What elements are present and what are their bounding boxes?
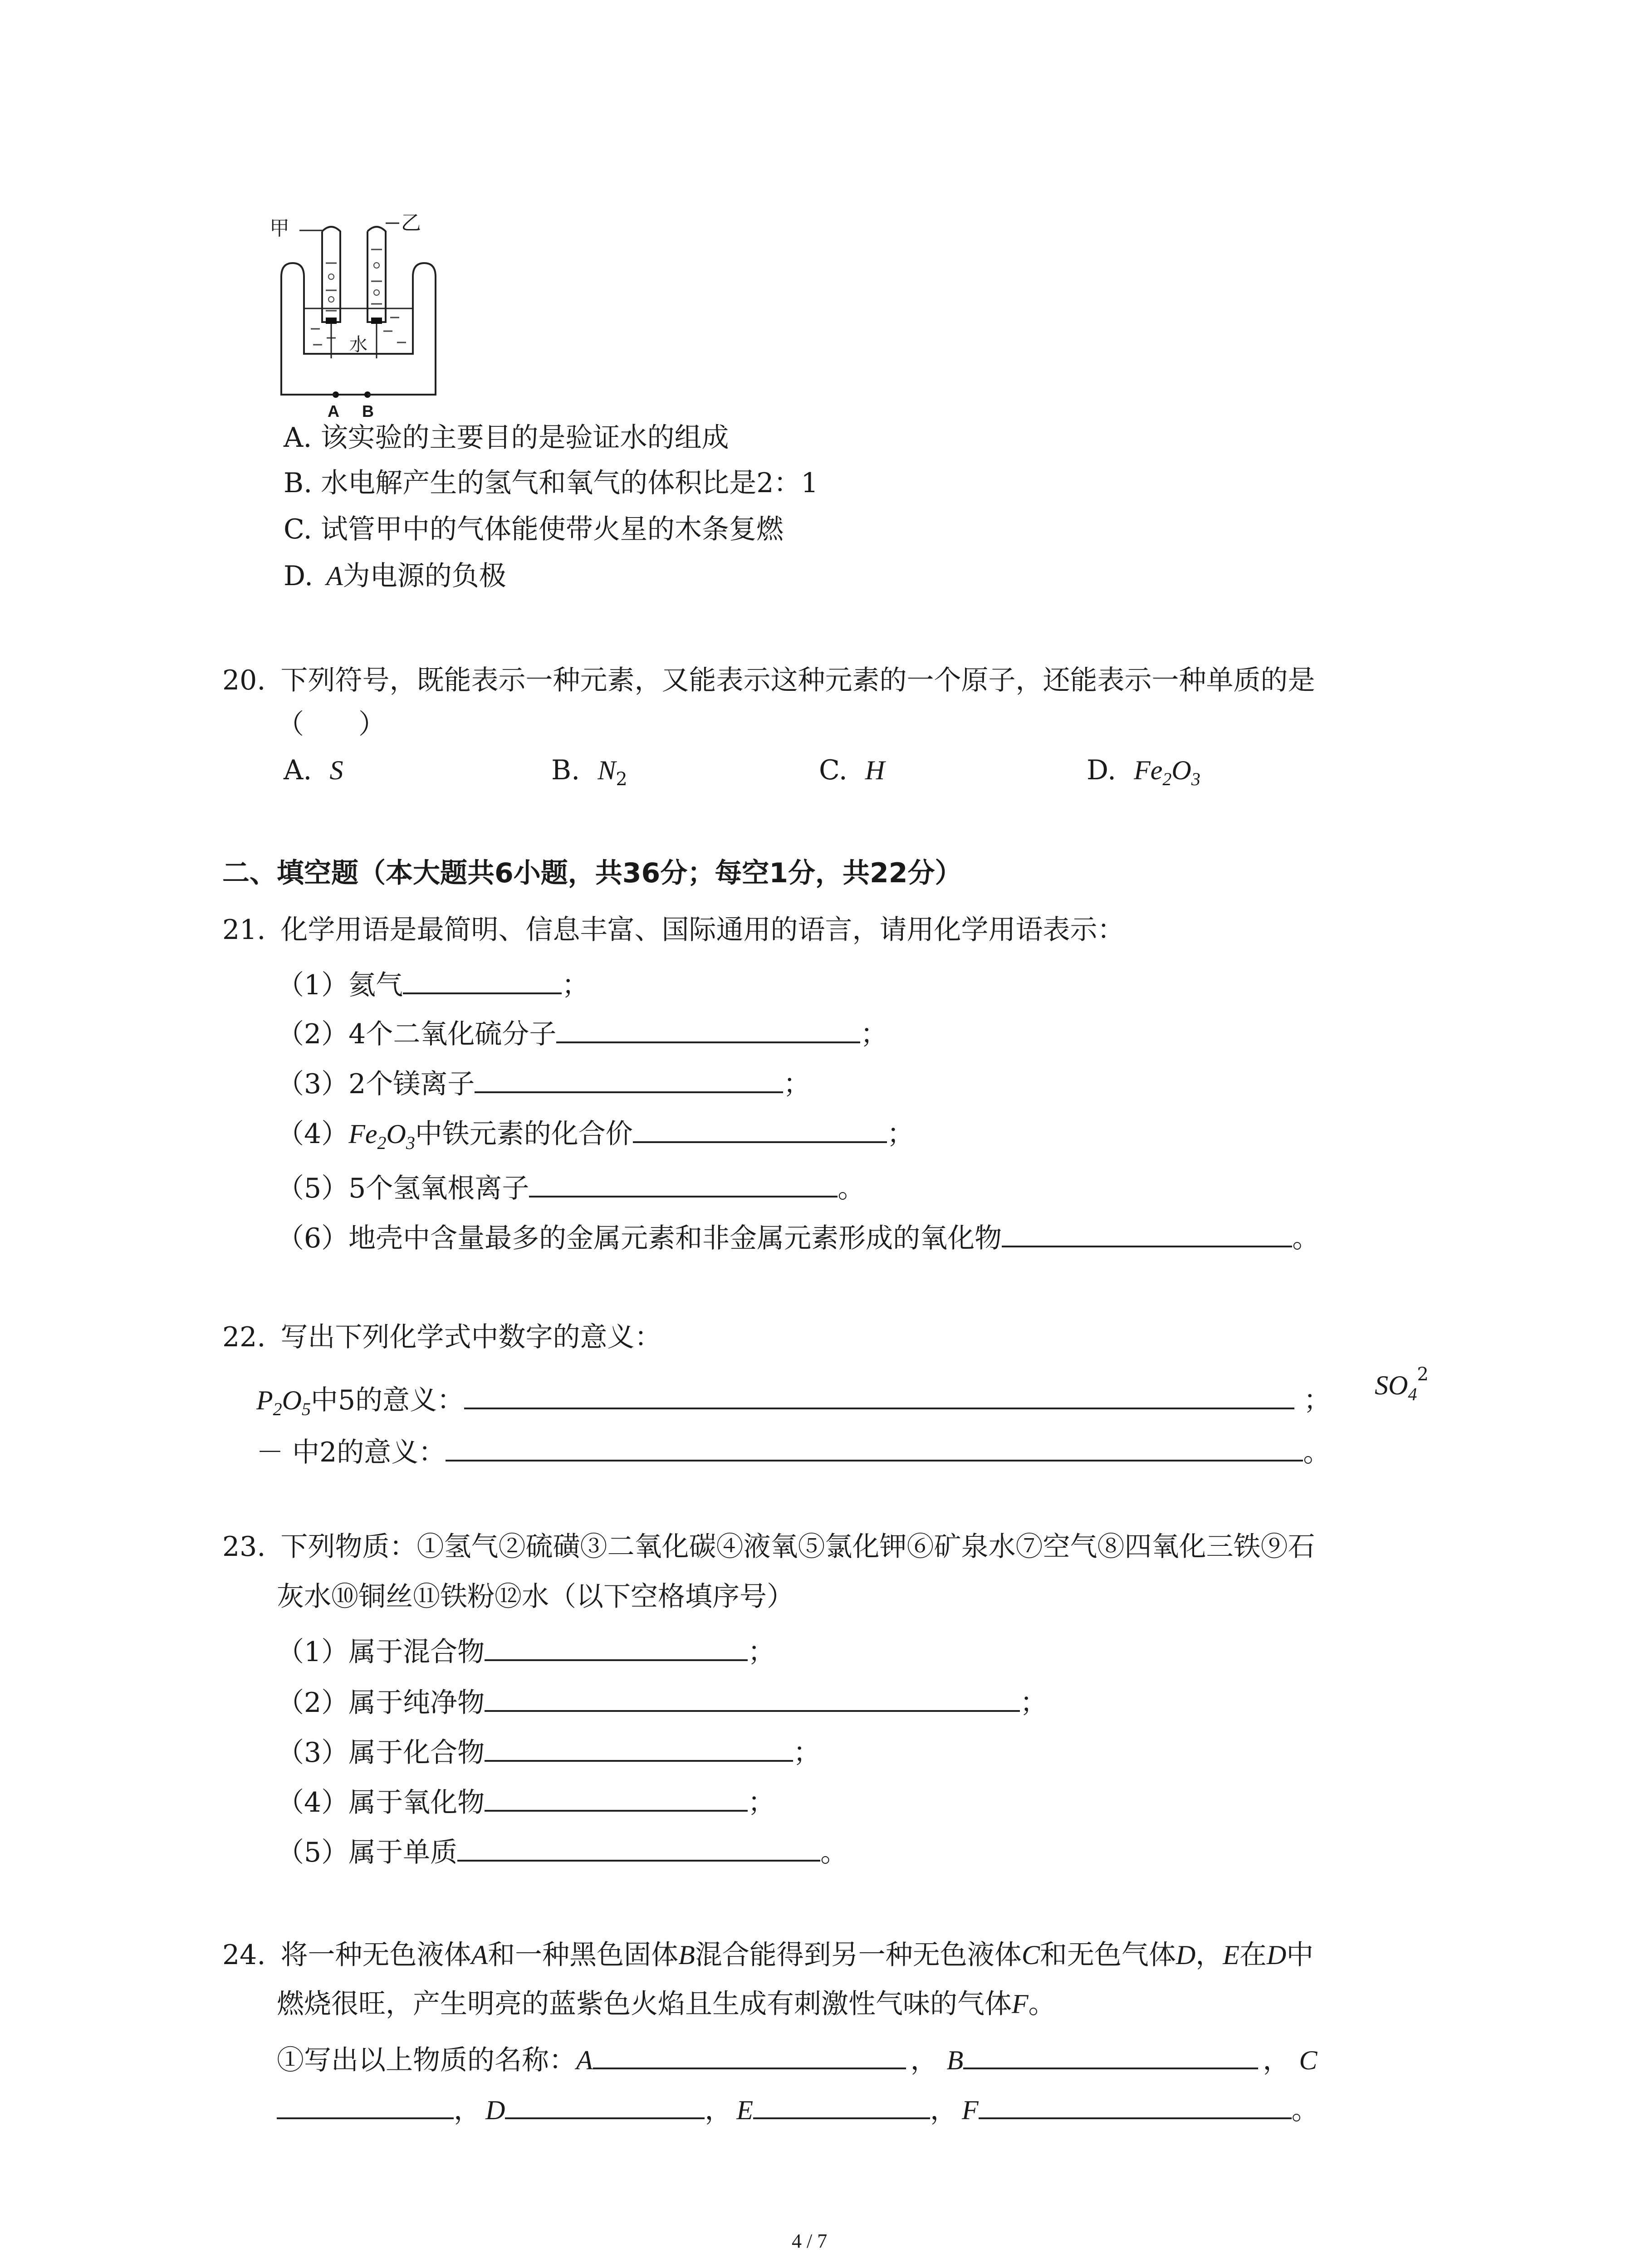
q21-stem: 21. 化学用语是最简明、信息丰富、国际通用的语言，请用化学用语表示： — [222, 914, 1125, 946]
q21-item-5: （5）5个氢氧根离子 。 — [277, 1169, 865, 1202]
q22-line-1: $P_2O_5$中5的意义： ； — [256, 1381, 1331, 1418]
question-number: 22. — [222, 1321, 266, 1353]
question-number: 24. — [222, 1939, 266, 1971]
answer-blank[interactable] — [979, 2091, 1292, 2119]
figure-label-yi: 乙 — [401, 211, 421, 235]
question-number: 23. — [222, 1531, 266, 1563]
figure-label-b: B — [362, 402, 374, 420]
section-title: 二、填空题（本大题共6小题，共36分；每空1分，共22分） — [222, 857, 962, 889]
answer-blank[interactable] — [485, 1734, 793, 1762]
q23-item-5: （5）属于单质 。 — [277, 1833, 847, 1866]
q19-option-c: C. 试管甲中的气体能使带火星的木条复燃 — [284, 513, 784, 545]
answer-blank[interactable] — [475, 1065, 783, 1093]
figure-label-a: A — [328, 402, 339, 420]
q20-option-b: B. $N_2$ — [551, 754, 627, 790]
q23-item-3: （3）属于化合物 ； — [277, 1734, 820, 1766]
q21-item-2: （2）4个二氧化硫分子 ； — [277, 1015, 887, 1048]
answer-blank[interactable] — [277, 2091, 454, 2119]
answer-blank[interactable] — [753, 2091, 930, 2119]
answer-blank[interactable] — [633, 1115, 887, 1143]
q21-item-1: （1）氦气 ； — [277, 966, 589, 999]
q20-paren: （ ） — [277, 709, 386, 740]
q21-item-3: （3）2个镁离子 ； — [277, 1065, 810, 1098]
q24-line-4: ， D ， E ， F 。 — [277, 2091, 1319, 2124]
figure-label-water: 水 — [349, 334, 367, 355]
q20-option-a: A. S — [284, 754, 343, 786]
question-number: 20. — [222, 665, 266, 696]
q20-option-d: D. $Fe_2O_3$ — [1087, 754, 1200, 789]
q19-option-a: A. 该实验的主要目的是验证水的组成 — [284, 422, 729, 454]
answer-blank[interactable] — [457, 1833, 820, 1862]
q22-line-2: － 中2的意义： 。 — [256, 1433, 1330, 1466]
q22-stem: 22. 写出下列化学式中数字的意义： — [222, 1321, 662, 1353]
q23-stem-line-2: 灰水⑩铜丝⑪铁粉⑫水（以下空格填序号） — [277, 1581, 794, 1613]
electrolysis-diagram — [263, 213, 454, 422]
answer-blank[interactable] — [485, 1633, 748, 1661]
q24-stem-line-1: 24. 将一种无色液体A和一种黑色固体B混合能得到另一种无色液体C和无色气体D，E在D中 — [222, 1939, 1314, 1971]
answer-blank[interactable] — [446, 1433, 1303, 1461]
question-number: 21. — [222, 914, 266, 946]
answer-blank[interactable] — [1002, 1219, 1292, 1247]
q21-item-6: （6）地壳中含量最多的金属元素和非金属元素形成的氧化物 。 — [277, 1219, 1319, 1252]
answer-blank[interactable] — [464, 1381, 1294, 1409]
electrolysis-figure — [263, 213, 454, 422]
answer-blank[interactable] — [963, 2041, 1258, 2069]
q20-stem: 20. 下列符号，既能表示一种元素，又能表示这种元素的一个原子，还能表示一种单质的是 — [222, 665, 1315, 696]
answer-blank[interactable] — [485, 1784, 748, 1812]
answer-blank[interactable] — [529, 1169, 838, 1198]
q19-option-d: D. A为电源的负极 — [284, 560, 506, 592]
answer-blank[interactable] — [593, 2041, 906, 2069]
page-number: 4 / 7 — [792, 2230, 828, 2252]
q23-item-1: （1）属于混合物 ； — [277, 1633, 775, 1666]
q24-stem-line-2: 燃烧很旺，产生明亮的蓝紫色火焰且生成有刺激性气味的气体F。 — [277, 1988, 1056, 2020]
q23-stem-line-1: 23. 下列物质：①氢气②硫磺③二氧化碳④液氧⑤氯化钾⑥矿泉水⑦空气⑧四氧化三铁⑨石 — [222, 1531, 1315, 1563]
answer-blank[interactable] — [403, 966, 562, 994]
q21-item-4: $(4)Fe_2O_3$中铁元素的化合价 ； — [277, 1115, 914, 1152]
answer-blank[interactable] — [505, 2091, 705, 2119]
q23-item-2: （2）属于纯净物 ； — [277, 1684, 1047, 1716]
q24-line-3: ①写出以上物质的名称：A ， B ， C — [277, 2041, 1317, 2074]
answer-blank[interactable] — [485, 1684, 1020, 1712]
q19-option-b: B. 水电解产生的氢气和氧气的体积比是2：1 — [284, 467, 818, 499]
q22-so4: $SO_4^2$ — [1375, 1364, 1429, 1404]
q23-item-4: （4）属于氧化物 ； — [277, 1784, 775, 1816]
answer-blank[interactable] — [556, 1015, 860, 1043]
figure-label-jia: 甲 — [269, 217, 289, 240]
q20-option-c: C. H — [819, 754, 885, 786]
